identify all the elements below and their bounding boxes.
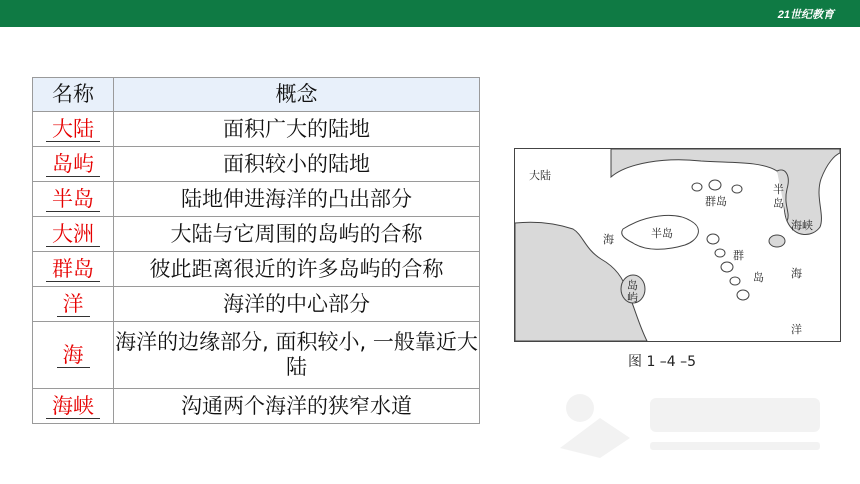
definition-cell: 面积广大的陆地 (114, 112, 480, 147)
header-concept: 概念 (114, 78, 480, 112)
term-cell (33, 217, 114, 252)
figure-caption: 图 1 –4 –5 (628, 354, 697, 370)
term-cell (33, 252, 114, 287)
island-shape (721, 262, 733, 272)
term-cell (33, 322, 114, 389)
table-row (33, 217, 480, 252)
definition-cell: 沟通两个海洋的狭窄水道 (114, 389, 480, 424)
definition-cell: 彼此距离很近的许多岛屿的合称 (114, 252, 480, 287)
term-cell (33, 287, 114, 322)
definition-cell: 海洋的边缘部分, 面积较小, 一般靠近大陆 (114, 322, 480, 389)
term-answer: 半岛 (46, 187, 100, 212)
concept-table (32, 77, 480, 424)
island-shape (707, 234, 719, 244)
term-answer: 岛屿 (46, 152, 100, 177)
label-ocean: 洋 (791, 323, 802, 336)
label-archipelago-2: 岛 (753, 271, 764, 284)
definition-cell: 陆地伸进海洋的凸出部分 (114, 182, 480, 217)
table-row (33, 322, 480, 389)
table-header-row (33, 78, 480, 112)
label-peninsula-left: 半岛 (651, 227, 673, 240)
term-cell (33, 112, 114, 147)
island-shape (709, 180, 721, 190)
term-cell (33, 147, 114, 182)
label-island-2: 屿 (627, 291, 638, 304)
watermark-logo (540, 378, 840, 468)
table-row (33, 147, 480, 182)
label-strait: 海峡 (791, 219, 813, 232)
term-answer: 海 (57, 343, 90, 368)
term-answer: 洋 (57, 292, 90, 317)
label-archipelago-top: 群岛 (705, 195, 727, 208)
label-archipelago-1: 群 (733, 249, 744, 262)
label-continent: 大陆 (529, 169, 551, 182)
table-row (33, 287, 480, 322)
header-name: 名称 (33, 78, 114, 112)
label-island-1: 岛 (627, 279, 638, 292)
label-sea-right: 海 (791, 267, 802, 280)
island-shape (730, 277, 740, 285)
term-answer: 大陆 (46, 117, 100, 142)
table-row (33, 182, 480, 217)
table-row (33, 389, 480, 424)
table-row (33, 112, 480, 147)
definition-cell: 大陆与它周围的岛屿的合称 (114, 217, 480, 252)
site-logo: 21世纪教育 (777, 9, 834, 21)
label-sea-left: 海 (603, 233, 614, 246)
top-banner (0, 0, 860, 27)
island-shape (715, 249, 725, 257)
term-answer: 大洲 (46, 222, 100, 247)
table-row (33, 252, 480, 287)
term-answer: 海峡 (46, 394, 100, 419)
island-shape (732, 185, 742, 193)
island-shape (692, 183, 702, 191)
term-answer: 群岛 (46, 257, 100, 282)
term-cell (33, 182, 114, 217)
geography-map (514, 148, 841, 342)
label-peninsula-right-2: 岛 (773, 197, 784, 210)
island-shape (769, 235, 785, 247)
definition-cell: 面积较小的陆地 (114, 147, 480, 182)
label-peninsula-right-1: 半 (773, 183, 784, 196)
map-drawing (515, 149, 840, 341)
island-shape (737, 290, 749, 300)
term-cell (33, 389, 114, 424)
definition-cell: 海洋的中心部分 (114, 287, 480, 322)
